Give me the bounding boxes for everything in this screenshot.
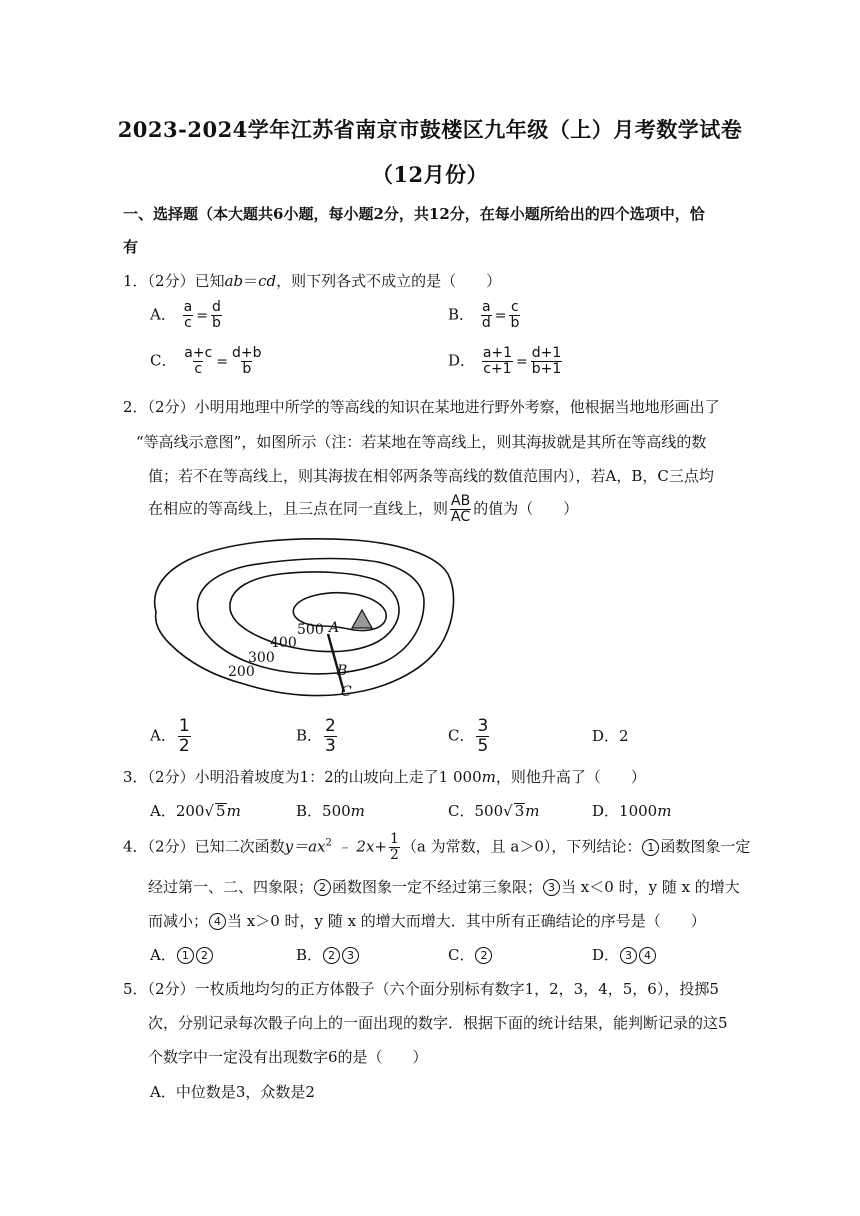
q1-stem bbox=[123, 270, 501, 291]
point-a: A bbox=[329, 620, 340, 636]
q3-stem-tail: ，则他升高了（ ） bbox=[495, 768, 646, 786]
q2-option-a[interactable] bbox=[150, 717, 193, 756]
numerator: AB bbox=[451, 493, 471, 509]
q2-line-2: “等高线示意图”，如图所示（注：若某地在等高线上，则其海拔就是其所在等高线的数 bbox=[136, 433, 707, 451]
q2-line-3: 值；若不在等高线上，则其海拔在相邻两条等高线的数值范围内），若A，B，C三点均 bbox=[148, 467, 714, 485]
sqrt-icon: √ bbox=[204, 802, 215, 820]
fraction bbox=[231, 346, 263, 377]
circled-number: 4 bbox=[209, 913, 226, 930]
option-label: C． bbox=[448, 946, 475, 964]
contour-200 bbox=[155, 539, 454, 696]
q4-line-2 bbox=[148, 876, 740, 897]
q4-exponent: 2 bbox=[325, 837, 332, 849]
q4-text: 函数图象一定不经过第三象限； bbox=[332, 878, 543, 896]
option-label: C． bbox=[448, 726, 475, 745]
q2-line-4 bbox=[148, 494, 578, 525]
q3-option-a[interactable] bbox=[150, 800, 241, 821]
q4-text: 当 x＞0 时，y 随 x 的增大而增大．其中所有正确结论的序号是（ ） bbox=[227, 912, 706, 930]
numerator: 1 bbox=[389, 831, 399, 847]
exam-subtitle: （12月份） bbox=[371, 162, 489, 187]
unit: m bbox=[226, 802, 241, 820]
contour-400 bbox=[230, 572, 399, 652]
denominator: 2 bbox=[178, 736, 190, 756]
equals-sign: = bbox=[494, 307, 507, 324]
q4-text: 经过第一、二、四象限； bbox=[148, 878, 314, 896]
q5-line-3: 个数字中一定没有出现数字6的是（ ） bbox=[148, 1048, 428, 1066]
option-label: D． bbox=[592, 802, 620, 820]
unit: m bbox=[350, 802, 365, 820]
denominator: b bbox=[242, 361, 252, 377]
point-b: B bbox=[337, 663, 348, 679]
sqrt-icon: √ bbox=[503, 802, 513, 820]
summit-triangle bbox=[352, 610, 372, 628]
fraction bbox=[509, 300, 520, 331]
q4-line-1 bbox=[123, 832, 750, 863]
q4-text: 当 x＜0 时，y 随 x 的增大 bbox=[561, 878, 740, 896]
contour-label-200: 200 bbox=[228, 664, 255, 680]
q2-option-c[interactable] bbox=[448, 717, 491, 756]
contour-label-500: 500 bbox=[297, 622, 324, 638]
fraction bbox=[481, 300, 492, 331]
q4-line-3 bbox=[148, 910, 706, 931]
option-label: D． bbox=[448, 351, 476, 370]
q1-option-b[interactable] bbox=[448, 300, 522, 331]
q2-line-4-tail: 的值为（ ） bbox=[473, 499, 579, 518]
q4-option-c[interactable] bbox=[448, 944, 493, 965]
contour-label-300: 300 bbox=[248, 650, 275, 666]
unit: m bbox=[481, 768, 496, 786]
circled-number: 2 bbox=[196, 947, 213, 964]
equals-sign: = bbox=[216, 353, 229, 370]
fraction bbox=[183, 346, 213, 377]
option-label: B． bbox=[296, 946, 323, 964]
section-heading-cont: 有 bbox=[123, 238, 139, 256]
numerator: 2 bbox=[325, 716, 336, 736]
option-text: 500 bbox=[322, 802, 351, 820]
circled-number: 3 bbox=[620, 947, 637, 964]
q2-option-b[interactable] bbox=[296, 717, 339, 756]
equals-sign: = bbox=[516, 353, 528, 370]
q4-function: y＝ax bbox=[284, 837, 326, 856]
option-label: A． bbox=[150, 305, 176, 324]
q3-option-b[interactable] bbox=[296, 800, 365, 821]
q5-option-a[interactable] bbox=[150, 1081, 315, 1102]
option-label: D． bbox=[592, 946, 620, 964]
q3-stem-text: 3．（2分）小明沿着坡度为1：2的山坡向上走了1 000 bbox=[123, 768, 482, 786]
circled-number: 2 bbox=[314, 879, 331, 896]
fraction bbox=[178, 717, 191, 756]
q2-line-1: 2．（2分）小明用地理中所学的等高线的知识在某地进行野外考察，他根据当地地形画出了 bbox=[123, 398, 720, 416]
circled-number: 3 bbox=[342, 947, 359, 964]
option-text: 中位数是3，众数是2 bbox=[175, 1083, 315, 1101]
q3-stem bbox=[123, 766, 646, 787]
numerator: c bbox=[511, 299, 519, 315]
q5-line-1: 5．（2分）一枚质地均匀的正方体骰子（六个面分别标有数字1，2，3，4，5，6），投掷5 bbox=[123, 980, 719, 998]
section-heading: 一、选择题（本大题共6小题，每小题2分，共12分，在每小题所给出的四个选项中，恰 bbox=[123, 205, 705, 223]
option-text: 1000 bbox=[619, 802, 658, 820]
denominator: b bbox=[510, 315, 520, 331]
q4-option-b[interactable] bbox=[296, 944, 360, 965]
q1-stem-text: 1．（2分）已知 bbox=[123, 272, 225, 290]
fraction bbox=[389, 832, 400, 863]
q1-stem-tail: ，则下列各式不成立的是（ ） bbox=[276, 272, 502, 290]
option-label: A． bbox=[150, 946, 176, 964]
denominator: 3 bbox=[325, 736, 336, 756]
option-label: B． bbox=[448, 305, 475, 324]
q4-text-cont: （a 为常数，且 a＞0），下列结论： bbox=[401, 837, 642, 856]
denominator: b bbox=[211, 315, 221, 331]
fraction bbox=[531, 346, 563, 377]
denominator: d bbox=[481, 315, 491, 331]
option-label: A． bbox=[150, 802, 176, 820]
radicand: 5 bbox=[216, 802, 226, 820]
q4-text-tail: 函数图象一定 bbox=[660, 837, 751, 856]
q1-option-a[interactable] bbox=[150, 300, 224, 331]
point-c: C bbox=[341, 684, 352, 700]
q1-option-c[interactable] bbox=[150, 346, 265, 377]
numerator: a bbox=[481, 299, 491, 315]
contour-label-400: 400 bbox=[270, 635, 297, 651]
option-label: C． bbox=[150, 351, 177, 370]
denominator: 5 bbox=[477, 736, 489, 756]
option-text: 2 bbox=[619, 727, 629, 745]
q4-option-d[interactable] bbox=[592, 944, 657, 965]
q2-line-4-text: 在相应的等高线上，且三点在同一直线上，则 bbox=[148, 499, 449, 518]
option-label: C． bbox=[448, 802, 475, 820]
circled-number: 2 bbox=[323, 947, 340, 964]
unit: m bbox=[525, 802, 540, 820]
option-label: B． bbox=[296, 726, 323, 745]
numerator: a+c bbox=[184, 345, 213, 361]
q1-var-cd: cd bbox=[258, 272, 277, 290]
fraction bbox=[183, 300, 194, 331]
equals-sign: = bbox=[196, 307, 208, 324]
numerator: 3 bbox=[477, 716, 489, 736]
q1-option-d[interactable] bbox=[448, 346, 564, 377]
numerator: a+1 bbox=[482, 345, 513, 361]
q4-option-a[interactable] bbox=[150, 944, 214, 965]
circled-number: 2 bbox=[475, 947, 492, 964]
q4-function-rest: ﹣ 2x+ bbox=[331, 837, 387, 856]
option-label: B． bbox=[296, 802, 323, 820]
denominator: c bbox=[184, 315, 192, 331]
circled-number: 4 bbox=[639, 947, 656, 964]
option-label: D． bbox=[592, 727, 620, 745]
circled-number: 1 bbox=[642, 839, 659, 856]
q2-fraction-ab-ac bbox=[450, 494, 471, 525]
denominator: c+1 bbox=[483, 361, 512, 377]
circled-number: 3 bbox=[543, 879, 560, 896]
radicand: 3 bbox=[514, 802, 525, 820]
fraction bbox=[482, 346, 513, 377]
fraction bbox=[476, 717, 489, 756]
fraction bbox=[211, 300, 222, 331]
numerator: 1 bbox=[178, 716, 190, 736]
denominator: c bbox=[194, 361, 203, 377]
q4-text: 4．（2分）已知二次函数 bbox=[123, 837, 285, 856]
unit: m bbox=[657, 802, 672, 820]
option-label: A． bbox=[150, 1083, 176, 1101]
coefficient: 200 bbox=[175, 802, 205, 820]
q2-option-d[interactable] bbox=[592, 725, 629, 746]
denominator: AC bbox=[451, 509, 471, 525]
exam-title: 2023-2024学年江苏省南京市鼓楼区九年级（上）月考数学试卷 bbox=[117, 117, 743, 142]
fraction bbox=[324, 717, 337, 756]
q1-equals: ＝ bbox=[243, 272, 259, 290]
numerator: d+b bbox=[232, 345, 262, 361]
circled-number: 1 bbox=[177, 947, 194, 964]
denominator: 2 bbox=[389, 847, 399, 863]
numerator: d bbox=[211, 299, 221, 315]
numerator: d+1 bbox=[531, 345, 562, 361]
q1-var-ab: ab bbox=[224, 272, 244, 290]
option-label: A． bbox=[150, 726, 176, 745]
q4-text: 而减小； bbox=[148, 912, 209, 930]
q5-line-2: 次，分别记录每次骰子向上的一面出现的数字．根据下面的统计结果，能判断记录的这5 bbox=[148, 1014, 728, 1032]
coefficient: 500 bbox=[474, 802, 504, 820]
q3-option-c[interactable] bbox=[448, 800, 539, 821]
denominator: b+1 bbox=[531, 361, 562, 377]
q3-option-d[interactable] bbox=[592, 800, 671, 821]
contour-300 bbox=[197, 559, 424, 674]
contour-map bbox=[140, 532, 460, 702]
numerator: a bbox=[183, 299, 193, 315]
